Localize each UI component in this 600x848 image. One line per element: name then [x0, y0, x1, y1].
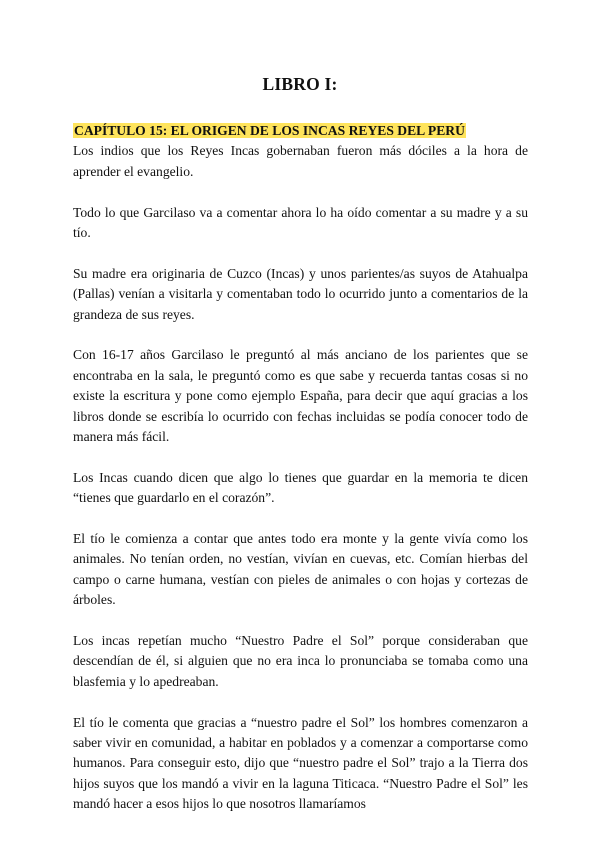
- chapter-heading: [73, 121, 528, 141]
- paragraph: Todo lo que Garcilaso va a comentar ahora lo ha oído comentar a su madre y a su tío.: [73, 204, 528, 241]
- paragraph: Su madre era originaria de Cuzco (Incas) y unos parientes/as suyos de Atahualpa (Pallas) venían a visitarla y comentaban todo lo ocurrido junto a comentarios de la grandeza de sus reyes.: [73, 265, 528, 322]
- paragraph: El tío le comienza a contar que antes todo era monte y la gente vivía como los animales. No tenían orden, no vestían, vivían en cuevas, etc. Comían hierbas del campo o carne humana, vestían con pieles de animales o con hojas y cortezas de árboles.: [73, 531, 528, 608]
- paragraph: Los indios que los Reyes Incas gobernaban fueron más dóciles a la hora de aprender el evangelio.: [73, 143, 528, 179]
- paragraph: Con 16-17 años Garcilaso le preguntó al más anciano de los parientes que se encontraba en la sala, le preguntó como es que sabe y recuerda tantas cosas si no existe la escritura y pone como ejemplo España, para decir que aquí gracias a los libros donde se escribía lo ocurrido con fechas incluidas se podía conocer todo de manera más fácil.: [73, 347, 528, 445]
- paragraph: Los incas repetían mucho “Nuestro Padre el Sol” porque consideraban que descendían de él, si alguien que no era inca lo pronunciaba se tomaba como una blasfemia y lo apedreaban.: [73, 633, 528, 689]
- document-body: [73, 121, 528, 835]
- paragraph: Los Incas cuando dicen que algo lo tienes que guardar en la memoria te dicen “tienes que guardarlo en el corazón”.: [73, 469, 528, 506]
- book-title: LIBRO I:: [262, 74, 338, 94]
- highlighted-chapter-title: CAPÍTULO 15: EL ORIGEN DE LOS INCAS REYES DEL PERÚ: [74, 123, 465, 138]
- paragraph: El tío le comenta que gracias a “nuestro padre el Sol” los hombres comenzaron a saber vivir en comunidad, a habitar en poblados y a comenzar a comportarse como humanos. Para conseguir esto, dijo que “nuestro padre el Sol” trajo a la Tierra dos hijos suyos que los mandó a vivir en la laguna Titicaca. “Nuestro Padre el Sol” les mandó hacer a esos hijos lo que nosotros llamaríamos: [73, 714, 528, 812]
